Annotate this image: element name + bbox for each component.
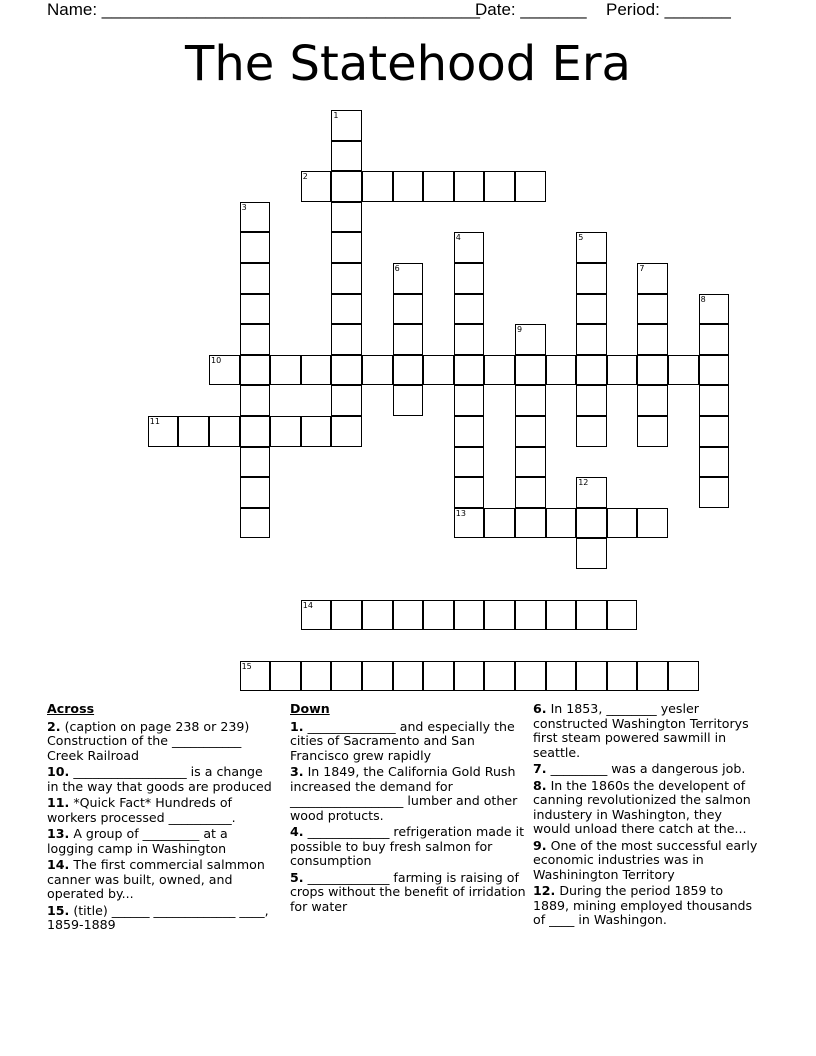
grid-cell[interactable] <box>240 477 271 508</box>
down-clues <box>290 702 526 916</box>
clue-item-number: 6. <box>533 701 547 716</box>
clue-item-number: 15. <box>47 902 70 918</box>
grid-cell[interactable] <box>331 416 362 447</box>
grid-cell[interactable] <box>454 355 485 386</box>
grid-cell[interactable] <box>637 355 668 386</box>
clue-item <box>47 765 272 794</box>
grid-cell[interactable] <box>393 355 424 386</box>
grid-cell[interactable] <box>515 324 546 355</box>
clue-item-number: 9. <box>533 837 547 853</box>
clue-item <box>290 765 526 823</box>
grid-cell[interactable] <box>454 477 485 508</box>
grid-cell[interactable] <box>331 355 362 386</box>
grid-cell[interactable] <box>362 171 393 202</box>
grid-cell[interactable] <box>576 263 607 294</box>
grid-cell[interactable] <box>393 324 424 355</box>
grid-cell[interactable] <box>515 385 546 416</box>
grid-cell[interactable] <box>240 416 271 447</box>
grid-cell[interactable] <box>393 661 424 692</box>
grid-cell[interactable] <box>454 661 485 692</box>
grid-cell[interactable] <box>637 508 668 539</box>
grid-cell[interactable] <box>699 324 730 355</box>
grid-cell[interactable] <box>331 294 362 325</box>
clue-item <box>533 839 763 883</box>
clue-item <box>47 827 272 856</box>
grid-cell[interactable] <box>454 447 485 478</box>
grid-cell[interactable] <box>301 171 332 202</box>
clue-number: 3 <box>241 202 247 212</box>
grid-cell[interactable] <box>699 355 730 386</box>
grid-cell[interactable] <box>699 294 730 325</box>
grid-cell[interactable] <box>148 416 179 447</box>
grid-cell[interactable] <box>637 385 668 416</box>
grid-cell[interactable] <box>546 355 577 386</box>
clue-item-text: ______________ and especially the cities of Sacramento and San Francisco grew rapidly <box>290 718 515 763</box>
grid-cell[interactable] <box>209 416 240 447</box>
grid-cell[interactable] <box>576 477 607 508</box>
grid-cell[interactable] <box>607 355 638 386</box>
grid-cell[interactable] <box>423 600 454 631</box>
grid-cell[interactable] <box>576 385 607 416</box>
clue-item-number: 14. <box>47 857 70 872</box>
clue-item-text: _____________ refrigeration made it possible to buy fresh salmon for consumption <box>290 824 525 868</box>
clue-item-number: 4. <box>290 824 304 839</box>
clue-number: 6 <box>394 264 400 273</box>
period-field-label: Period: _______ <box>606 0 731 19</box>
grid-cell[interactable] <box>454 171 485 202</box>
grid-cell[interactable] <box>576 355 607 386</box>
grid-cell[interactable] <box>515 447 546 478</box>
clue-item-text: During the period 1859 to 1889, mining employed thousands of ____ in Washingon. <box>533 883 753 927</box>
grid-cell[interactable] <box>393 294 424 325</box>
grid-cell[interactable] <box>331 232 362 263</box>
grid-cell[interactable] <box>301 600 332 631</box>
grid-cell[interactable] <box>637 324 668 355</box>
clue-item-text: The first commercial salmmon canner was built, owned, and operated by... <box>47 857 265 901</box>
clue-item <box>290 825 526 869</box>
grid-cell[interactable] <box>331 263 362 294</box>
clue-item-text: _________ was a dangerous job. <box>546 761 746 776</box>
grid-cell[interactable] <box>484 661 515 692</box>
clue-item-number: 1. <box>290 718 304 734</box>
grid-cell[interactable] <box>454 232 485 263</box>
grid-cell[interactable] <box>301 661 332 692</box>
across-heading: Across <box>47 701 95 716</box>
grid-cell[interactable] <box>240 447 271 478</box>
grid-cell[interactable] <box>331 171 362 202</box>
grid-cell[interactable] <box>454 508 485 539</box>
clue-item <box>533 702 763 760</box>
clue-item-number: 7. <box>533 761 547 776</box>
clue-number: 10 <box>211 355 222 365</box>
across-clues <box>47 702 272 935</box>
clue-number: 11 <box>149 417 160 426</box>
grid-cell[interactable] <box>546 508 577 539</box>
clue-number: 13 <box>455 508 466 518</box>
grid-cell[interactable] <box>393 263 424 294</box>
clue-item <box>533 884 763 928</box>
clue-item-text: (title) ______ _____________ ____, 1859-1889 <box>47 902 269 932</box>
clue-item-number: 2. <box>47 718 61 734</box>
grid-cell[interactable] <box>423 171 454 202</box>
clue-item-text: (caption on page 238 or 239) Construction of the ___________ Creek Railroad <box>47 718 250 763</box>
clue-item-text: One of the most successful early economic industries was in Washinington Territory <box>533 837 758 882</box>
grid-cell[interactable] <box>515 600 546 631</box>
grid-cell[interactable] <box>240 232 271 263</box>
clue-item <box>47 720 272 764</box>
clue-number: 9 <box>517 325 523 335</box>
grid-cell[interactable] <box>331 110 362 141</box>
grid-cell[interactable] <box>331 661 362 692</box>
grid-cell[interactable] <box>637 661 668 692</box>
grid-cell[interactable] <box>515 171 546 202</box>
grid-cell[interactable] <box>576 294 607 325</box>
clue-item <box>47 796 272 825</box>
grid-cell[interactable] <box>668 661 699 692</box>
grid-cell[interactable] <box>576 600 607 631</box>
clue-item-text: A group of _________ at a logging camp in Washington <box>47 826 228 856</box>
clue-item-number: 8. <box>533 777 547 793</box>
grid-cell[interactable] <box>484 600 515 631</box>
grid-cell[interactable] <box>454 324 485 355</box>
grid-cell[interactable] <box>240 202 271 233</box>
grid-cell[interactable] <box>546 600 577 631</box>
grid-cell[interactable] <box>362 600 393 631</box>
clue-item-number: 13. <box>47 826 70 841</box>
clue-number: 14 <box>302 600 313 610</box>
clue-item-number: 11. <box>47 795 70 810</box>
grid-cell[interactable] <box>454 600 485 631</box>
clue-number: 5 <box>578 233 584 243</box>
grid-cell[interactable] <box>393 385 424 416</box>
clue-number: 7 <box>639 264 645 273</box>
name-field-label: Name: ________________________________________ <box>47 0 480 19</box>
grid-cell[interactable] <box>637 294 668 325</box>
page-title: The Statehood Era <box>185 36 631 92</box>
grid-cell[interactable] <box>240 324 271 355</box>
grid-cell[interactable] <box>699 447 730 478</box>
grid-cell[interactable] <box>393 600 424 631</box>
grid-cell[interactable] <box>576 324 607 355</box>
grid-cell[interactable] <box>607 661 638 692</box>
grid-cell[interactable] <box>270 416 301 447</box>
grid-cell[interactable] <box>637 416 668 447</box>
grid-cell[interactable] <box>484 171 515 202</box>
grid-cell[interactable] <box>699 477 730 508</box>
grid-cell[interactable] <box>576 416 607 447</box>
grid-cell[interactable] <box>454 294 485 325</box>
clue-number: 1 <box>333 111 339 120</box>
down-heading: Down <box>290 701 330 716</box>
grid-cell[interactable] <box>270 355 301 386</box>
grid-cell[interactable] <box>515 416 546 447</box>
clue-item-number: 12. <box>533 883 556 898</box>
clue-item-text: _____________ farming is raising of crops without the benefit of irridation for water <box>290 869 526 914</box>
grid-cell[interactable] <box>362 355 393 386</box>
grid-cell[interactable] <box>546 661 577 692</box>
grid-cell[interactable] <box>454 385 485 416</box>
grid-cell[interactable] <box>270 661 301 692</box>
clue-item-number: 5. <box>290 869 304 885</box>
grid-cell[interactable] <box>576 508 607 539</box>
clue-number: 4 <box>455 233 461 243</box>
grid-cell[interactable] <box>515 355 546 386</box>
date-field-label: Date: _______ <box>475 0 587 19</box>
grid-cell[interactable] <box>240 263 271 294</box>
clue-number: 15 <box>241 661 252 671</box>
down-clues-continued <box>533 702 763 930</box>
grid-cell[interactable] <box>240 355 271 386</box>
grid-cell[interactable] <box>331 324 362 355</box>
grid-cell[interactable] <box>301 416 332 447</box>
clue-item <box>533 779 763 837</box>
grid-cell[interactable] <box>178 416 209 447</box>
grid-cell[interactable] <box>423 355 454 386</box>
clue-item-text: __________________ is a change in the way that goods are produced <box>47 764 272 794</box>
clue-item-number: 3. <box>290 764 304 779</box>
clue-number: 8 <box>700 294 706 304</box>
grid-cell[interactable] <box>484 355 515 386</box>
clue-number: 12 <box>578 478 589 488</box>
grid-cell[interactable] <box>576 232 607 263</box>
grid-cell[interactable] <box>515 661 546 692</box>
clue-item <box>47 904 272 933</box>
grid-cell[interactable] <box>331 202 362 233</box>
grid-cell[interactable] <box>668 355 699 386</box>
grid-cell[interactable] <box>576 538 607 569</box>
grid-cell[interactable] <box>454 416 485 447</box>
grid-cell[interactable] <box>515 508 546 539</box>
clue-item <box>47 858 272 902</box>
grid-cell[interactable] <box>240 294 271 325</box>
grid-cell[interactable] <box>209 355 240 386</box>
clue-item-text: In 1853, ________ yesler constructed Washington Territorys first steam powered sawmill in seattle. <box>533 701 749 760</box>
clue-item <box>533 762 763 777</box>
clue-number: 2 <box>302 172 308 182</box>
grid-cell[interactable] <box>240 385 271 416</box>
grid-cell[interactable] <box>240 508 271 539</box>
clue-item-number: 10. <box>47 764 70 779</box>
grid-cell[interactable] <box>331 141 362 172</box>
grid-cell[interactable] <box>301 355 332 386</box>
grid-cell[interactable] <box>637 263 668 294</box>
clue-item-text: *Quick Fact* Hundreds of workers processed __________. <box>47 795 236 825</box>
clue-item <box>290 871 526 915</box>
grid-cell[interactable] <box>607 508 638 539</box>
clue-item-text: In 1849, the California Gold Rush increased the demand for __________________ lumber and other wood protucts. <box>290 764 518 823</box>
grid-cell[interactable] <box>607 600 638 631</box>
grid-cell[interactable] <box>331 385 362 416</box>
grid-cell[interactable] <box>484 508 515 539</box>
grid-cell[interactable] <box>423 661 454 692</box>
clue-item <box>290 720 526 764</box>
clue-item-text: In the 1860s the developent of canning revolutionized the salmon industery in Washington, they would unload there catch at the... <box>533 777 751 836</box>
grid-cell[interactable] <box>454 263 485 294</box>
grid-cell[interactable] <box>331 600 362 631</box>
grid-cell[interactable] <box>699 416 730 447</box>
grid-cell[interactable] <box>393 171 424 202</box>
grid-cell[interactable] <box>576 661 607 692</box>
grid-cell[interactable] <box>699 385 730 416</box>
grid-cell[interactable] <box>515 477 546 508</box>
grid-cell[interactable] <box>240 661 271 692</box>
grid-cell[interactable] <box>362 661 393 692</box>
